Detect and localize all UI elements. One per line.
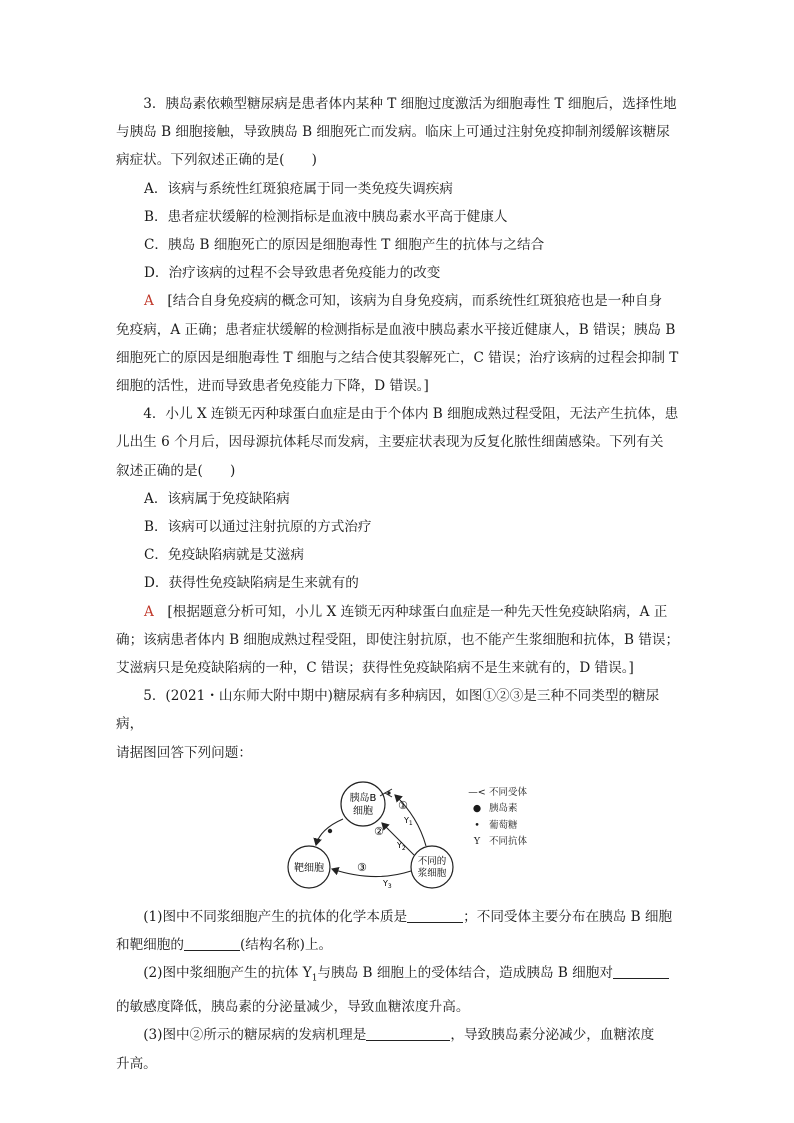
legend-item-receptor: [465, 785, 527, 802]
question-content: [116, 90, 683, 1078]
mark-2: ②: [374, 824, 384, 838]
mark-3: ③: [357, 860, 367, 874]
q5-stem-line-2: 请据图回答下列问题：: [116, 744, 252, 761]
q5-stem-line-1: 5．(2021・山东师大附中期中)糖尿病有多种病因，如图①②③是三种不同类型的糖尿病，: [116, 688, 660, 733]
q4-option-b: B．该病可以通过注射抗原的方式治疗: [144, 519, 372, 536]
q5-sub1-line-2: [116, 931, 683, 959]
y3-label: $Y_3$: [383, 878, 392, 890]
q3-option-a: A．该病与系统性红斑狼疮属于同一类免疫失调疾病: [144, 180, 453, 197]
q3-explanation-line-3: 细胞死亡的原因是细胞毒性 T 细胞与之结合使其裂解死亡，C 错误；治疗该病的过程会抑制 T: [116, 349, 679, 366]
q5-sub2-text-b: 与胰岛 B 细胞上的受体结合，造成胰岛 B 细胞对: [317, 965, 613, 982]
q5-sub2-subscript: 1: [311, 974, 318, 984]
q5-sub3-text-b: ，导致胰岛素分泌减少，血糖浓度: [450, 1027, 655, 1044]
diagram-svg: [286, 771, 466, 893]
q4-answer: A: [144, 603, 154, 620]
diagram-legend: [465, 785, 527, 851]
receptor-legend-icon: —<: [468, 786, 486, 798]
antibody-y2-arrow: [382, 823, 414, 855]
q4-explanation-line-3: 艾滋病只是免疫缺陷病的一种，C 错误；获得性免疫缺陷病不是生来就有的，D 错误。]: [116, 660, 634, 677]
y2-label: $Y_2$: [397, 840, 406, 852]
legend-item-insulin: [465, 801, 527, 818]
q5-sub1-text-b: ；不同受体主要分布在胰岛 B 细胞: [463, 908, 673, 925]
q4-stem-line-2: 儿出生 6 个月后，因母源抗体耗尽而发病，主要症状表现为反复化脓性细菌感染。下列有关: [116, 434, 664, 451]
q5-sub1-text-c: 和靶细胞的: [116, 937, 184, 954]
q3-option-c: C．胰岛 B 细胞死亡的原因是细胞毒性 T 细胞产生的抗体与之结合: [144, 237, 545, 254]
q4-option-c: C．免疫缺陷病就是艾滋病: [144, 547, 304, 564]
glucose-dot: [387, 791, 390, 794]
q4-explanation-line-2: 确；该病患者体内 B 细胞成熟过程受阻，即使注射抗原，也不能产生浆细胞和抗体，B 错误；: [116, 631, 680, 648]
insulin-dot: [328, 829, 332, 833]
glucose-legend-icon: •: [474, 819, 480, 831]
q3-answer: A: [144, 293, 154, 310]
q5-sub2-line-2: 的敏感度降低，胰岛素的分泌量减少，导致血糖浓度升高。: [116, 999, 470, 1016]
legend-label: 胰岛素: [489, 803, 518, 815]
legend-item-glucose: [465, 818, 527, 835]
islet-b-cell-node: [341, 782, 385, 826]
q4-explanation-line-1: [116, 598, 683, 626]
plasma-cell-node: [411, 846, 453, 888]
q3-stem-line-2: 与胰岛 B 细胞接触，导致胰岛 B 细胞死亡而发病。临床上可通过注射免疫抑制剂缓解该糖尿: [116, 124, 670, 141]
legend-item-antibody: [465, 834, 527, 851]
islet-b-cell-label-1: 胰岛B: [349, 792, 377, 804]
q3-explanation-text: [结合自身免疫病的概念可知，该病为自身免疫病，而系统性红斑狼疮也是一种自身: [167, 293, 663, 310]
q3-option-b: B．患者症状缓解的检测指标是血液中胰岛素水平高于健康人: [144, 208, 508, 225]
q4-explanation-text: [根据题意分析可知，小儿 X 连锁无丙种球蛋白血症是一种先天性免疫缺陷病，A 正: [167, 603, 668, 620]
diabetes-mechanism-diagram: [116, 771, 683, 893]
q5-sub1-line-1: [116, 903, 683, 931]
q5-sub3-line-1: [116, 1021, 683, 1049]
legend-label: 不同抗体: [489, 836, 528, 848]
q4-stem-line-3: 叙述正确的是( ): [116, 462, 236, 479]
q3-stem-line-1: 3．胰岛素依赖型糖尿病是患者体内某种 T 细胞过度激活为细胞毒性 T 细胞后，选择性地: [143, 96, 677, 112]
q3-explanation-line-4: 细胞的活性，进而导致患者免疫能力下降，D 错误。]: [116, 378, 429, 395]
q4-option-a: A．该病属于免疫缺陷病: [144, 490, 290, 507]
q3-explanation-line-1: [116, 287, 683, 315]
target-cell-label: 靶细胞: [294, 862, 324, 874]
answer-blank-4[interactable]: [366, 1024, 450, 1041]
q5-sub2-text-a: (2)图中浆细胞产生的抗体 Y: [143, 965, 312, 982]
q3-explanation-line-2: 免疫病，A 正确；患者症状缓解的检测指标是血液中胰岛素水平接近健康人，B 错误；胰岛 B: [116, 321, 676, 338]
legend-label: 葡萄糖: [489, 819, 518, 831]
answer-blank-2[interactable]: [184, 934, 240, 951]
plasma-cell-label-1: 不同的: [417, 855, 447, 867]
mark-1: ①: [398, 798, 408, 812]
q4-stem-line-1: 4．小儿 X 连锁无丙种球蛋白血症是由于个体内 B 细胞成熟过程受阻，无法产生抗体，患: [143, 406, 679, 423]
antibody-y3-arrow: [332, 869, 411, 877]
q5-sub1-text-d: (结构名称)上。: [239, 937, 333, 954]
legend-label: 不同受体: [489, 786, 528, 798]
q3-stem-line-3: 病症状。下列叙述正确的是( ): [116, 152, 317, 169]
plasma-cell-label-2: 浆细胞: [417, 867, 447, 879]
insulin-legend-icon: ●: [472, 803, 482, 815]
y1-label: $Y_1$: [404, 815, 413, 827]
q4-option-d: D．获得性免疫缺陷病是生来就有的: [144, 575, 359, 592]
q5-sub2-line-1: [116, 959, 683, 993]
answer-blank-1[interactable]: [407, 906, 463, 923]
answer-blank-3[interactable]: [613, 962, 669, 979]
q5-sub3-text-a: (3)图中②所示的糖尿病的发病机理是: [143, 1027, 367, 1044]
antibody-legend-icon: Y: [473, 836, 481, 848]
islet-b-cell-label-2: 细胞: [353, 805, 373, 817]
q5-sub1-text-a: (1)图中不同浆细胞产生的抗体的化学本质是: [143, 908, 408, 925]
q3-option-d: D．治疗该病的过程不会导致患者免疫能力的改变: [144, 265, 441, 282]
q5-sub3-line-2: 升高。: [116, 1055, 157, 1072]
